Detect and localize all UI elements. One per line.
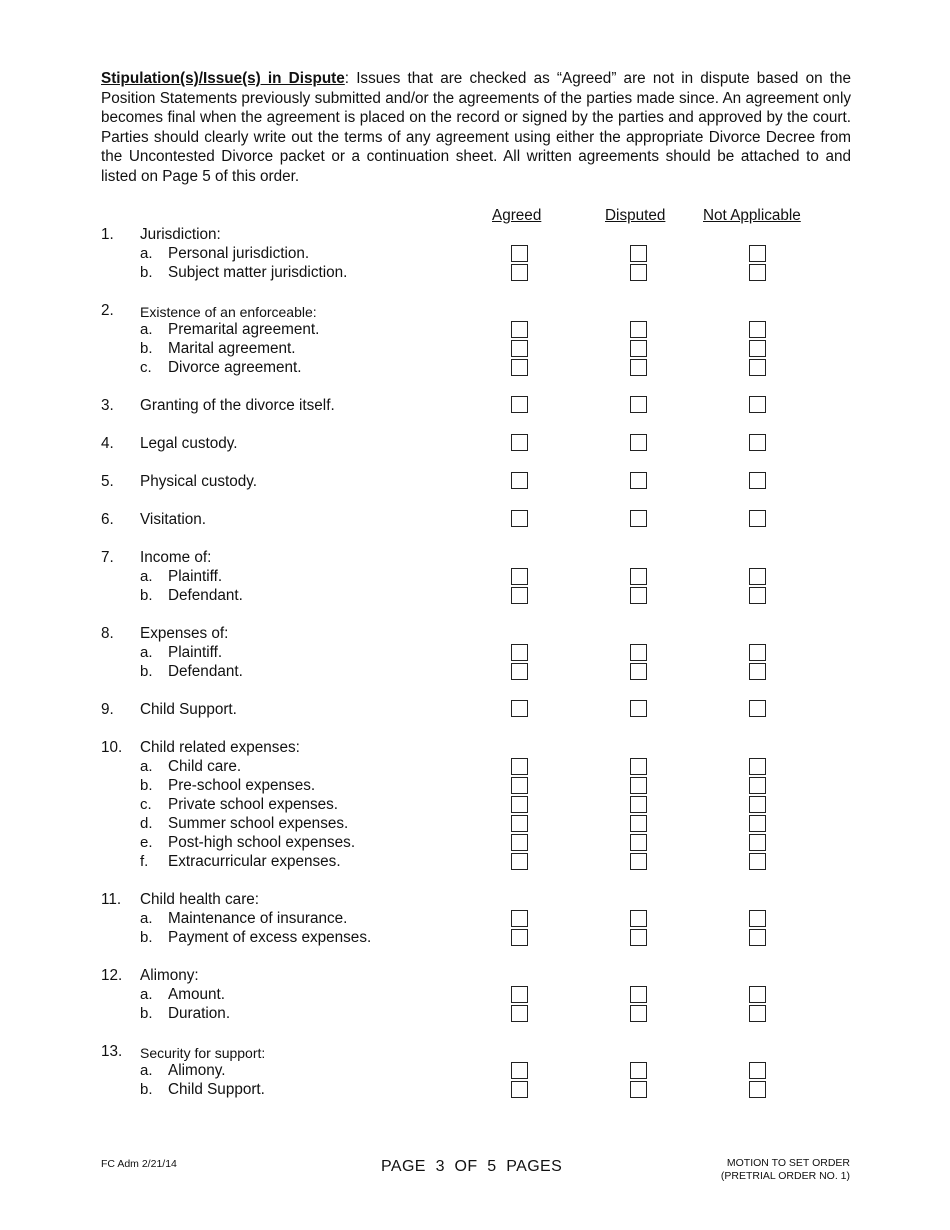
- disputed-checkbox[interactable]: [630, 1005, 647, 1022]
- item-title: Security for support:: [140, 1045, 266, 1061]
- not-applicable-checkbox[interactable]: [749, 396, 766, 413]
- not-applicable-checkbox[interactable]: [749, 245, 766, 262]
- disputed-checkbox[interactable]: [630, 568, 647, 585]
- sub-item-letter: b.: [140, 587, 153, 604]
- agreed-checkbox[interactable]: [511, 264, 528, 281]
- agreed-checkbox[interactable]: [511, 815, 528, 832]
- column-header-agreed: Agreed: [492, 207, 542, 224]
- sub-item-letter: b.: [140, 1081, 153, 1098]
- item-number: 12.: [101, 967, 123, 984]
- disputed-checkbox[interactable]: [630, 910, 647, 927]
- disputed-checkbox[interactable]: [630, 986, 647, 1003]
- disputed-checkbox[interactable]: [630, 777, 647, 794]
- not-applicable-checkbox[interactable]: [749, 587, 766, 604]
- disputed-checkbox[interactable]: [630, 663, 647, 680]
- sub-item-letter: a.: [140, 245, 153, 262]
- agreed-checkbox[interactable]: [511, 245, 528, 262]
- agreed-checkbox[interactable]: [511, 1081, 528, 1098]
- item-title: Child related expenses:: [140, 739, 300, 756]
- agreed-checkbox[interactable]: [511, 796, 528, 813]
- item-title: Existence of an enforceable:: [140, 304, 317, 320]
- not-applicable-checkbox[interactable]: [749, 986, 766, 1003]
- sub-item-text: Marital agreement.: [168, 340, 296, 357]
- disputed-checkbox[interactable]: [630, 834, 647, 851]
- disputed-checkbox[interactable]: [630, 510, 647, 527]
- sub-item-text: Defendant.: [168, 663, 243, 680]
- not-applicable-checkbox[interactable]: [749, 796, 766, 813]
- not-applicable-checkbox[interactable]: [749, 434, 766, 451]
- not-applicable-checkbox[interactable]: [749, 929, 766, 946]
- disputed-checkbox[interactable]: [630, 1081, 647, 1098]
- item-title: Income of:: [140, 549, 212, 566]
- sub-item-letter: b.: [140, 777, 153, 794]
- agreed-checkbox[interactable]: [511, 321, 528, 338]
- page-number: PAGE 3 OF 5 PAGES: [381, 1158, 563, 1175]
- not-applicable-checkbox[interactable]: [749, 340, 766, 357]
- disputed-checkbox[interactable]: [630, 853, 647, 870]
- agreed-checkbox[interactable]: [511, 568, 528, 585]
- sub-item-letter: f.: [140, 853, 149, 870]
- agreed-checkbox[interactable]: [511, 758, 528, 775]
- item-title: Expenses of:: [140, 625, 229, 642]
- disputed-checkbox[interactable]: [630, 359, 647, 376]
- disputed-checkbox[interactable]: [630, 321, 647, 338]
- sub-item-letter: a.: [140, 321, 153, 338]
- disputed-checkbox[interactable]: [630, 340, 647, 357]
- not-applicable-checkbox[interactable]: [749, 758, 766, 775]
- sub-item-text: Divorce agreement.: [168, 359, 302, 376]
- item-number: 4.: [101, 435, 114, 452]
- not-applicable-checkbox[interactable]: [749, 910, 766, 927]
- item-number: 5.: [101, 473, 114, 490]
- agreed-checkbox[interactable]: [511, 1062, 528, 1079]
- sub-item-text: Post-high school expenses.: [168, 834, 356, 851]
- intro-lead: Stipulation(s)/Issue(s) in Dispute: [101, 70, 345, 87]
- sub-item-letter: d.: [140, 815, 153, 832]
- disputed-checkbox[interactable]: [630, 644, 647, 661]
- sub-item-letter: c.: [140, 796, 152, 813]
- intro-paragraph: Stipulation(s)/Issue(s) in Dispute: Issues that are checked as “Agreed” are not in dispute based on the Position Statements previously submitted and/or the agreements of the parties made since. An agreement only becomes final when the agreement is placed on the record or signed by the parties and approved by the court. Parties should clearly write out the terms of any agreement using either the appropriate Divorce Decree from the Uncontested Divorce packet or a continuation sheet. All written agreements should be attached to and listed on Page 5 of this order.: [101, 70, 852, 185]
- disputed-checkbox[interactable]: [630, 396, 647, 413]
- sub-item-letter: e.: [140, 834, 153, 851]
- sub-item-text: Defendant.: [168, 587, 243, 604]
- not-applicable-checkbox[interactable]: [749, 834, 766, 851]
- item-number: 7.: [101, 549, 114, 566]
- not-applicable-checkbox[interactable]: [749, 853, 766, 870]
- agreed-checkbox[interactable]: [511, 510, 528, 527]
- sub-item-text: Plaintiff.: [168, 644, 223, 661]
- disputed-checkbox[interactable]: [630, 700, 647, 717]
- item-title: Child health care:: [140, 891, 260, 908]
- sub-item-letter: b.: [140, 1005, 153, 1022]
- sub-item-text: Child care.: [168, 758, 242, 775]
- agreed-checkbox[interactable]: [511, 929, 528, 946]
- sub-item-text: Amount.: [168, 986, 225, 1003]
- sub-item-letter: a.: [140, 1062, 153, 1079]
- form-title-line2: (PRETRIAL ORDER NO. 1): [720, 1170, 850, 1182]
- agreed-checkbox[interactable]: [511, 587, 528, 604]
- column-header-disputed: Disputed: [605, 207, 666, 224]
- disputed-checkbox[interactable]: [630, 245, 647, 262]
- not-applicable-checkbox[interactable]: [749, 321, 766, 338]
- disputed-checkbox[interactable]: [630, 815, 647, 832]
- sub-item-text: Personal jurisdiction.: [168, 245, 310, 262]
- sub-item-text: Maintenance of insurance.: [168, 910, 348, 927]
- agreed-checkbox[interactable]: [511, 644, 528, 661]
- not-applicable-checkbox[interactable]: [749, 644, 766, 661]
- column-header-not-applicable: Not Applicable: [703, 207, 801, 224]
- agreed-checkbox[interactable]: [511, 340, 528, 357]
- sub-item-letter: a.: [140, 568, 153, 585]
- sub-item-text: Alimony.: [168, 1062, 226, 1079]
- not-applicable-checkbox[interactable]: [749, 359, 766, 376]
- form-title-line1: MOTION TO SET ORDER: [726, 1157, 850, 1169]
- agreed-checkbox[interactable]: [511, 434, 528, 451]
- sub-item-letter: b.: [140, 663, 153, 680]
- item-title: Jurisdiction:: [140, 226, 221, 243]
- item-number: 10.: [101, 739, 123, 756]
- disputed-checkbox[interactable]: [630, 587, 647, 604]
- agreed-checkbox[interactable]: [511, 834, 528, 851]
- not-applicable-checkbox[interactable]: [749, 777, 766, 794]
- agreed-checkbox[interactable]: [511, 663, 528, 680]
- agreed-checkbox[interactable]: [511, 472, 528, 489]
- sub-item-letter: b.: [140, 264, 153, 281]
- not-applicable-checkbox[interactable]: [749, 1062, 766, 1079]
- agreed-checkbox[interactable]: [511, 359, 528, 376]
- sub-item-letter: a.: [140, 986, 153, 1003]
- item-title: Legal custody.: [140, 435, 238, 452]
- agreed-checkbox[interactable]: [511, 1005, 528, 1022]
- not-applicable-checkbox[interactable]: [749, 568, 766, 585]
- intro-text: Issues that are checked as “Agreed” are not in dispute based on the Position Statements previously submitted and/or the agreements of the parties made since. An agreement only becomes final when the agreement is placed on the record or signed by the parties and approved by the court. Parties should clearly write out the terms of any agreement using either the appropriate Divorce Decree from the Uncontested Divorce packet or a continuation sheet. All written agreements should be attached to and listed on Page 5 of this order.: [101, 70, 852, 185]
- sub-item-text: Pre-school expenses.: [168, 777, 316, 794]
- not-applicable-checkbox[interactable]: [749, 1081, 766, 1098]
- disputed-checkbox[interactable]: [630, 1062, 647, 1079]
- item-title: Child Support.: [140, 701, 237, 718]
- agreed-checkbox[interactable]: [511, 986, 528, 1003]
- sub-item-letter: a.: [140, 910, 153, 927]
- item-number: 13.: [101, 1043, 123, 1060]
- sub-item-text: Subject matter jurisdiction.: [168, 264, 348, 281]
- item-number: 9.: [101, 701, 114, 718]
- sub-item-text: Private school expenses.: [168, 796, 339, 813]
- item-number: 2.: [101, 302, 114, 319]
- not-applicable-checkbox[interactable]: [749, 815, 766, 832]
- sub-item-letter: b.: [140, 340, 153, 357]
- sub-item-text: Summer school expenses.: [168, 815, 349, 832]
- item-title: Granting of the divorce itself.: [140, 397, 335, 414]
- item-number: 3.: [101, 397, 114, 414]
- disputed-checkbox[interactable]: [630, 472, 647, 489]
- not-applicable-checkbox[interactable]: [749, 264, 766, 281]
- sub-item-text: Premarital agreement.: [168, 321, 320, 338]
- disputed-checkbox[interactable]: [630, 264, 647, 281]
- agreed-checkbox[interactable]: [511, 396, 528, 413]
- agreed-checkbox[interactable]: [511, 700, 528, 717]
- not-applicable-checkbox[interactable]: [749, 1005, 766, 1022]
- sub-item-text: Payment of excess expenses.: [168, 929, 372, 946]
- item-title: Alimony:: [140, 967, 199, 984]
- sub-item-letter: b.: [140, 929, 153, 946]
- item-title: Visitation.: [140, 511, 207, 528]
- agreed-checkbox[interactable]: [511, 910, 528, 927]
- not-applicable-checkbox[interactable]: [749, 472, 766, 489]
- not-applicable-checkbox[interactable]: [749, 510, 766, 527]
- sub-item-letter: a.: [140, 758, 153, 775]
- sub-item-text: Child Support.: [168, 1081, 265, 1098]
- sub-item-letter: c.: [140, 359, 152, 376]
- sub-item-letter: a.: [140, 644, 153, 661]
- agreed-checkbox[interactable]: [511, 777, 528, 794]
- disputed-checkbox[interactable]: [630, 796, 647, 813]
- disputed-checkbox[interactable]: [630, 929, 647, 946]
- disputed-checkbox[interactable]: [630, 758, 647, 775]
- sub-item-text: Duration.: [168, 1005, 231, 1022]
- item-number: 11.: [101, 891, 122, 908]
- item-title: Physical custody.: [140, 473, 258, 490]
- disputed-checkbox[interactable]: [630, 434, 647, 451]
- form-title: [721, 1157, 850, 1183]
- item-number: 6.: [101, 511, 114, 528]
- sub-item-text: Plaintiff.: [168, 568, 223, 585]
- sub-item-text: Extracurricular expenses.: [168, 853, 341, 870]
- not-applicable-checkbox[interactable]: [749, 700, 766, 717]
- item-number: 1.: [101, 226, 114, 243]
- agreed-checkbox[interactable]: [511, 853, 528, 870]
- not-applicable-checkbox[interactable]: [749, 663, 766, 680]
- form-code: FC Adm 2/21/14: [101, 1158, 177, 1170]
- item-number: 8.: [101, 625, 114, 642]
